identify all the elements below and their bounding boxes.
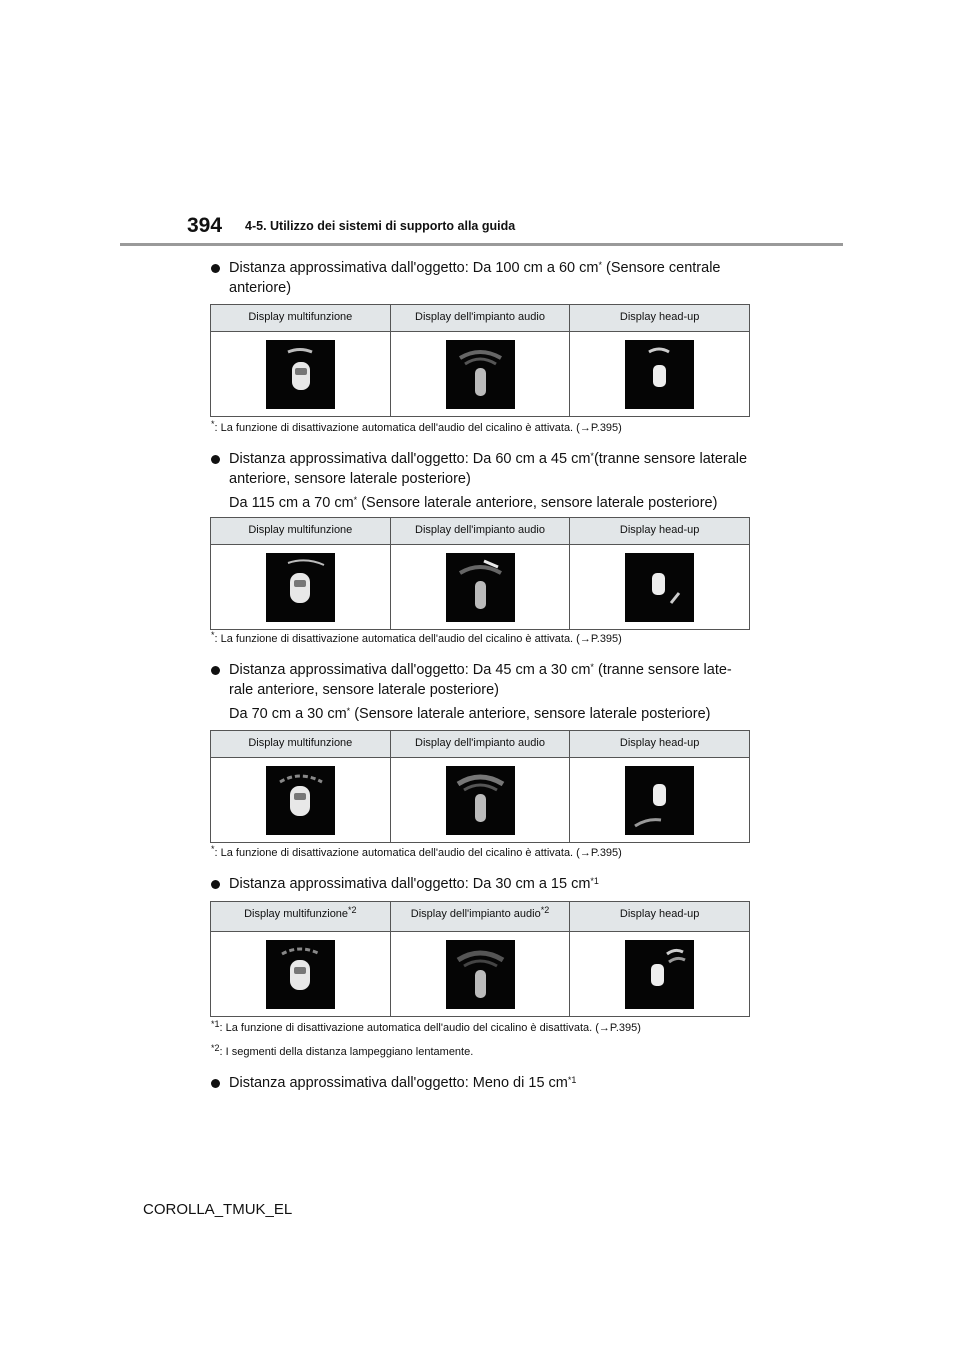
head-up-display-image [625, 340, 694, 409]
bullet-dot [211, 455, 220, 464]
bullet-text: rale anteriore, sensore laterale posteriore) [229, 682, 499, 698]
multifunction-display-image [266, 340, 335, 409]
page-number: 394 [187, 214, 223, 237]
audio-display-image [446, 940, 515, 1009]
display-table [210, 517, 750, 630]
head-up-display-image [625, 553, 694, 622]
footnote-mark: * [353, 495, 358, 505]
footnote: $^{*2}$: I segmenti della distanza lampeggiano lentamente. [211, 1043, 474, 1058]
bullet-dot [211, 1079, 220, 1088]
bullet-text: anteriore) [229, 280, 292, 296]
column-header: Display head-up [619, 311, 700, 323]
footnote: *: La funzione di disattivazione automatica dell'audio del cicalino è attivata. (→P.395) [211, 630, 622, 645]
column-header: Display dell'impianto audio [391, 305, 571, 331]
bullet-text: Distanza approssimativa dall'oggetto: Da 30 cm a 15 cm [229, 876, 591, 892]
head-up-display-image [625, 766, 694, 835]
column-header: Display head-up [619, 908, 700, 920]
column-header: Display head-up [619, 524, 700, 536]
bullet-text: (tranne sensore laterale [593, 451, 748, 467]
footnote: $^{*1}$: La funzione di disattivazione automatica dell'audio del cicalino è disattivata. (→P.395) [211, 1019, 641, 1034]
bullet-text: Distanza approssimativa dall'oggetto: Meno di 15 cm [229, 1075, 568, 1091]
bullet-dot [211, 264, 220, 273]
footnote-mark: *1 [590, 876, 599, 886]
column-header: Display multifunzione [211, 518, 391, 544]
bullet-text: (tranne sensore late- [593, 662, 732, 678]
audio-display-image [446, 766, 515, 835]
bullet-dot [211, 666, 220, 675]
audio-display-image [446, 553, 515, 622]
section-title: 4-5. Utilizzo dei sistemi di supporto alla guida [245, 219, 516, 233]
footnote: *: La funzione di disattivazione automatica dell'audio del cicalino è attivata. (→P.395) [211, 844, 622, 859]
footnote: *: La funzione di disattivazione automatica dell'audio del cicalino è attivata. (→P.395) [211, 419, 622, 434]
column-header: Display dell'impianto audio [391, 731, 571, 757]
column-header: Display dell'impianto audio$^{*2}$ [391, 902, 571, 931]
multifunction-display-image [266, 553, 335, 622]
bullet-text: (Sensore centrale [602, 260, 721, 276]
display-table [210, 304, 750, 417]
bullet-text: Da 70 cm a 30 cm [229, 706, 347, 722]
bullet-text: Distanza approssimativa dall'oggetto: Da 100 cm a 60 cm [229, 260, 599, 276]
footnote-mark: * [346, 706, 351, 716]
bullet-text: anteriore, sensore laterale posteriore) [229, 471, 471, 487]
column-header: Display dell'impianto audio [391, 518, 571, 544]
footnote-mark: * [590, 662, 594, 672]
column-header: Display multifunzione$^{*2}$ [211, 902, 391, 931]
footnote-mark: * [590, 451, 594, 461]
header-rule [120, 243, 843, 246]
audio-display-image [446, 340, 515, 409]
multifunction-display-image [266, 940, 335, 1009]
column-header: Display head-up [619, 737, 700, 749]
head-up-display-image [625, 940, 694, 1009]
bullet-dot [211, 880, 220, 889]
bullet-text: Da 115 cm a 70 cm [229, 495, 354, 511]
footnote-mark: *1 [567, 1075, 577, 1085]
bullet-text: Distanza approssimativa dall'oggetto: Da 60 cm a 45 cm [229, 451, 591, 467]
column-header: Display multifunzione [211, 305, 391, 331]
display-table [210, 730, 750, 843]
column-header: Display multifunzione [211, 731, 391, 757]
bullet-text: (Sensore laterale anteriore, sensore laterale posteriore) [350, 706, 711, 722]
display-table [210, 901, 750, 1017]
multifunction-display-image [266, 766, 335, 835]
bullet-text: (Sensore laterale anteriore, sensore laterale posteriore) [357, 495, 718, 511]
footnote-mark: * [598, 260, 602, 270]
footer-code: COROLLA_TMUK_EL [143, 1201, 293, 1218]
bullet-text: Distanza approssimativa dall'oggetto: Da 45 cm a 30 cm [229, 662, 591, 678]
